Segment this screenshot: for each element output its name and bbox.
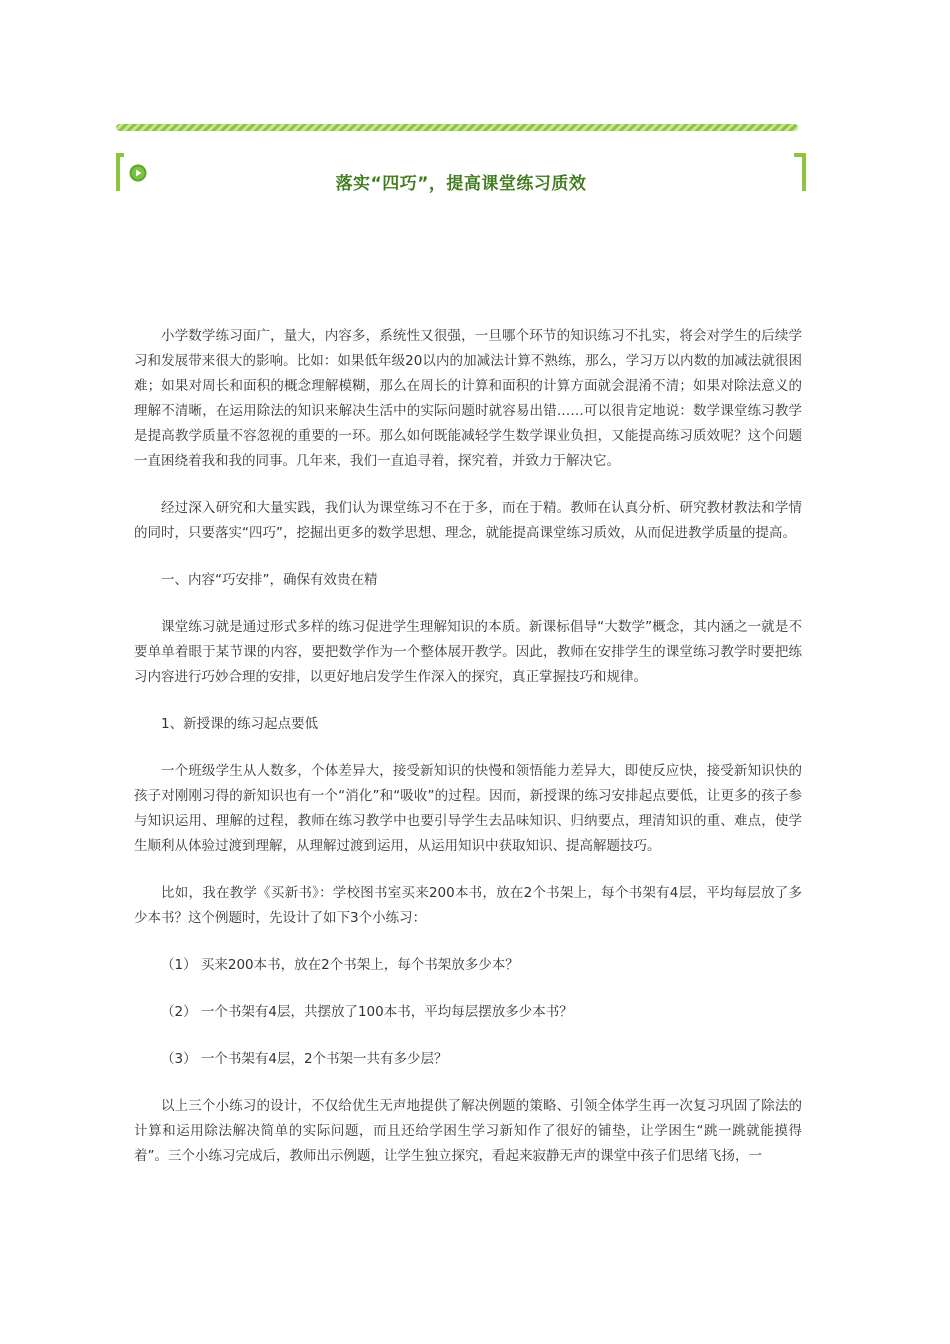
right-bracket-decoration (794, 153, 806, 191)
paragraph-approach: 经过深入研究和大量实践，我们认为课堂练习不在于多，而在于精。教师在认真分析、研究教材教法和学情的同时，只要落实“四巧”，挖掘出更多的数学思想、理念，就能提高课堂练习质效，从而促进教学质量的提高。 (134, 500, 802, 541)
paragraph-analysis: 以上三个小练习的设计，不仅给优生无声地提供了解决例题的策略、引领全体学生再一次复习巩固了除法的计算和运用除法解决简单的实际问题，而且还给学困生学习新知作了很好的铺垫，让学困生“跳一跳就能摸得着”。三个小练习完成后，教师出示例题，让学生独立探究，看起来寂静无声的课堂中孩子们思绪飞扬，一 (134, 1098, 802, 1164)
top-divider-bar (116, 124, 798, 131)
exercise-item: （3） 一个书架有4层，2个书架一共有多少层？ (161, 1051, 448, 1067)
article-body (134, 324, 802, 1191)
page-title: 落实“四巧”，提高课堂练习质效 (335, 174, 587, 194)
exercise-item: （2） 一个书架有4层，共摆放了100本书，平均每层摆放多少本书？ (161, 1004, 573, 1020)
paragraph-example: 比如，我在教学《买新书》：学校图书室买来200本书，放在2个书架上，每个书架有4层，平均每层放了多少本书？这个例题时，先设计了如下3个小练习： (134, 885, 802, 926)
title-block (116, 153, 806, 193)
subsection-heading-1: 1、新授课的练习起点要低 (161, 716, 319, 732)
paragraph-section-1: 课堂练习就是通过形式多样的练习促进学生理解知识的本质。新课标倡导“大数学”概念，其内涵之一就是不要单单着眼于某节课的内容，要把数学作为一个整体展开教学。因此，教师在安排学生的课堂练习教学时要把练习内容进行巧妙合理的安排，以更好地启发学生作深入的探究，真正掌握技巧和规律。 (134, 619, 802, 685)
paragraph-intro: 小学数学练习面广，量大，内容多，系统性又很强，一旦哪个环节的知识练习不扎实，将会对学生的后续学习和发展带来很大的影响。比如：如果低年级20以内的加减法计算不熟练，那么，学习万以内数的加减法就很困难；如果对周长和面积的概念理解模糊，那么在周长的计算和面积的计算方面就会混淆不清；如果对除法意义的理解不清晰，在运用除法的知识来解决生活中的实际问题时就容易出错……可以很肯定地说：数学课堂练习教学是提高教学质量不容忽视的重要的一环。那么如何既能减轻学生数学课业负担，又能提高练习质效呢？这个问题一直困绕着我和我的同事。几年来，我们一直追寻着，探究着，并致力于解决它。 (134, 328, 802, 469)
exercise-item: （1） 买来200本书，放在2个书架上，每个书架放多少本？ (161, 957, 519, 973)
paragraph-subsection-1: 一个班级学生从人数多，个体差异大，接受新知识的快慢和领悟能力差异大，即使反应快，接受新知识快的孩子对刚刚习得的新知识也有一个“消化”和“吸收”的过程。因而，新授课的练习安排起点要低，让更多的孩子参与知识运用、理解的过程，教师在练习教学中也要引导学生去品味知识、归纳要点，理清知识的重、难点，使学生顺利从体验过渡到理解，从理解过渡到运用，从运用知识中获取知识、提高解题技巧。 (134, 763, 802, 854)
section-heading-1: 一、内容“巧安排”，确保有效贵在精 (161, 572, 378, 588)
